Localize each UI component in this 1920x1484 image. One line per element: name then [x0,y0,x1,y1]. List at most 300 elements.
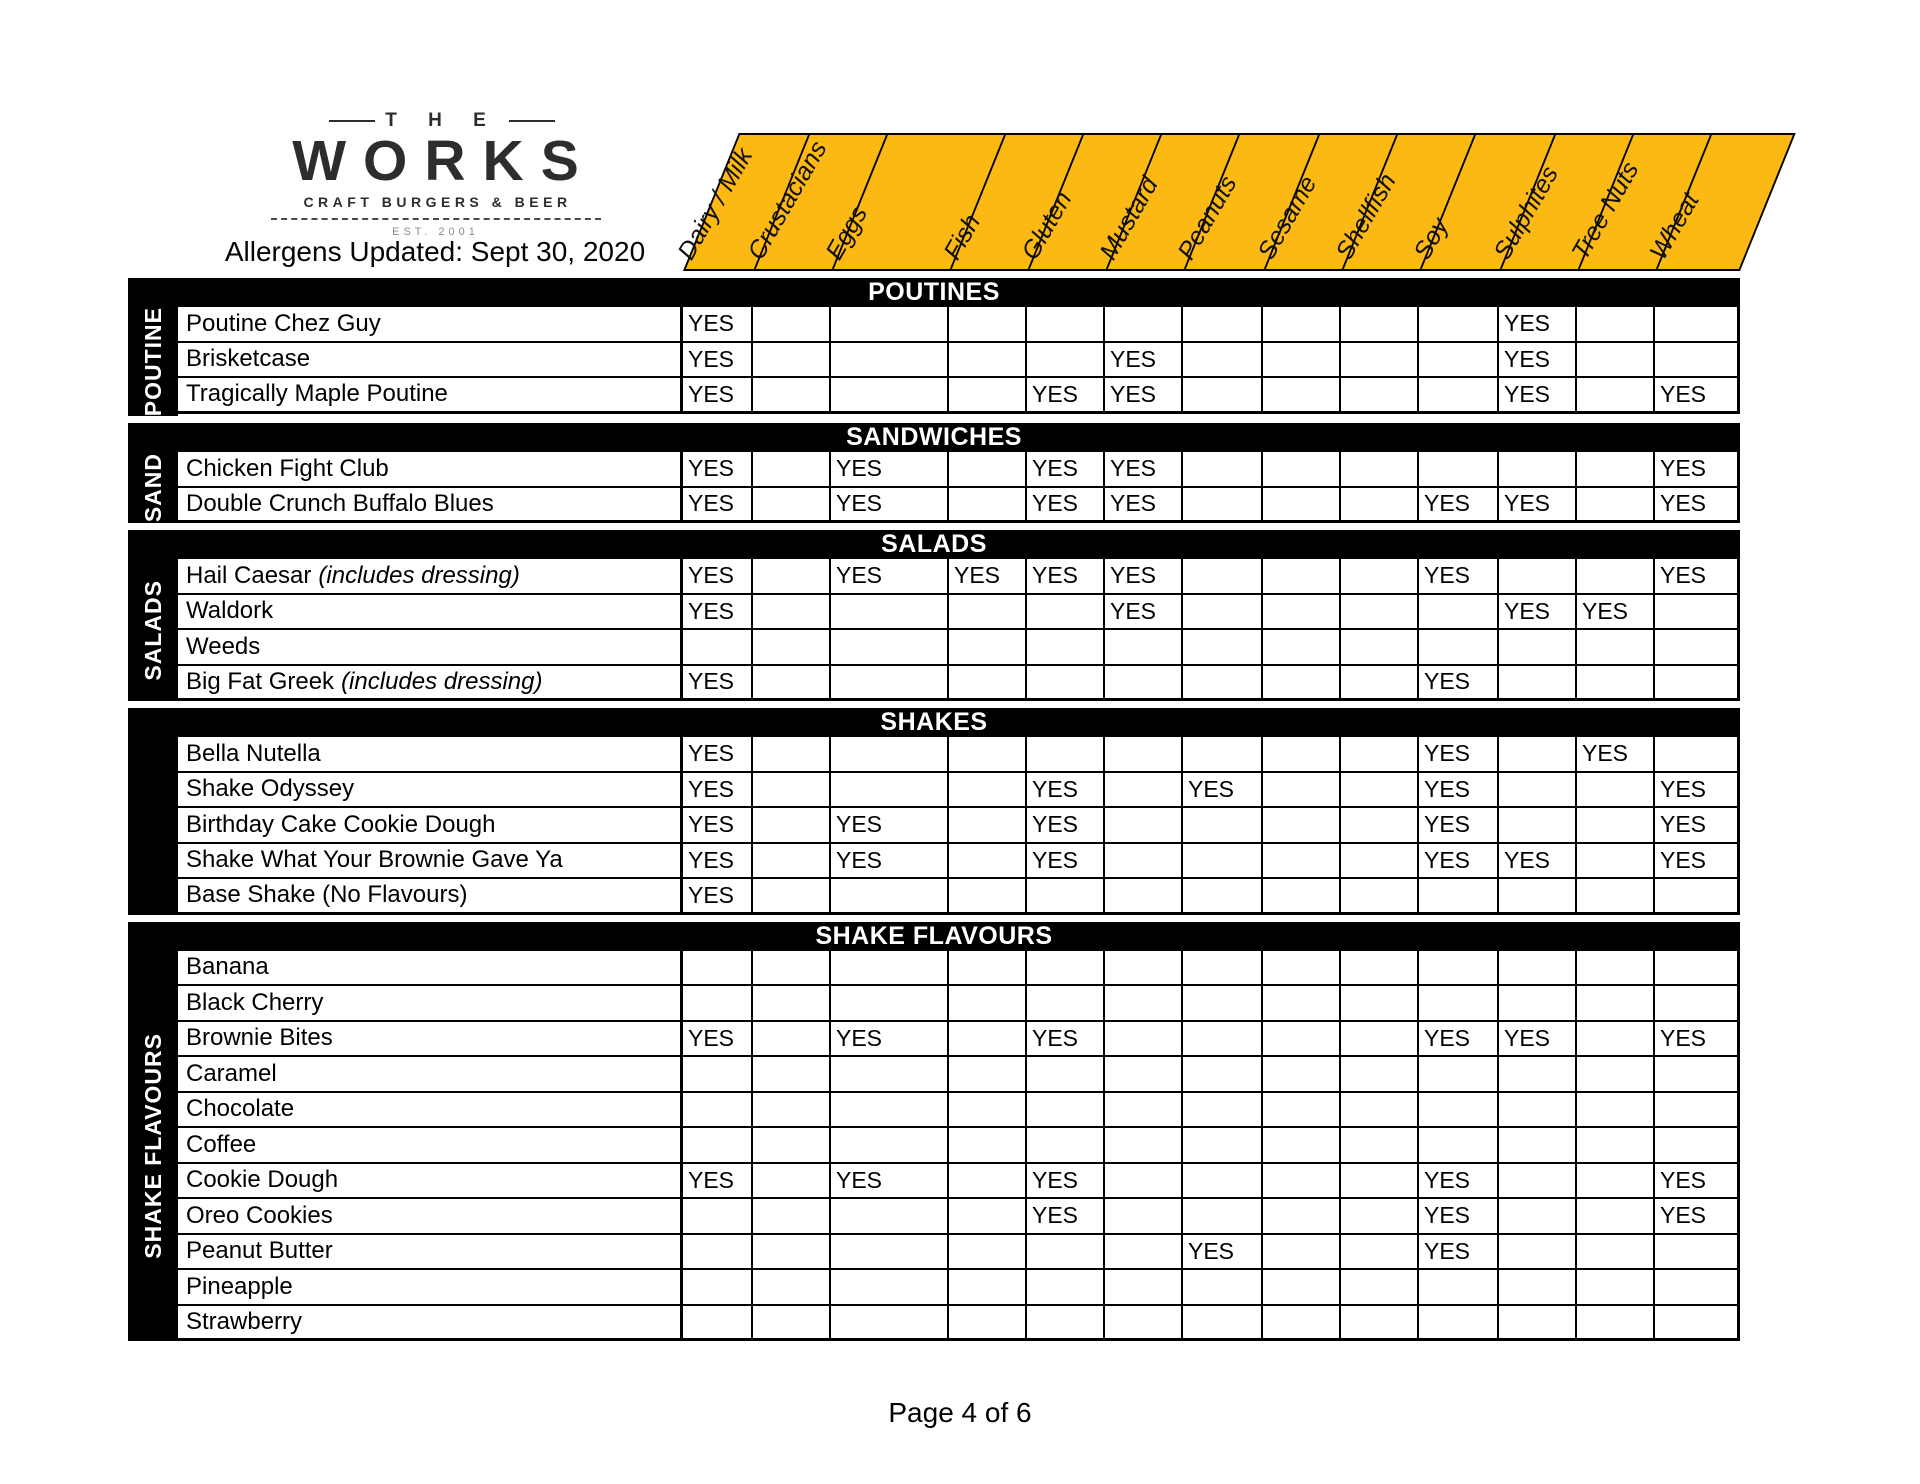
allergen-cell-shellfish [1341,1164,1419,1198]
allergen-cell-shellfish [1341,1128,1419,1162]
allergen-cell-wheat [1655,1270,1740,1304]
allergen-cell-eggs [831,1199,949,1233]
allergen-cell-mustard [1105,879,1183,912]
allergen-cell-crustacians [753,307,831,341]
allergen-cell-eggs: YES [831,559,949,593]
section-rows [178,737,1740,915]
allergen-cell-eggs [831,595,949,629]
allergen-cell-tree-nuts [1577,808,1655,842]
allergen-cell-sulphites: YES [1499,488,1577,521]
table-row-cookie-dough [178,1164,1740,1200]
section-rows [178,951,1740,1342]
brand-established: EST. 2001 [392,225,479,238]
allergen-cell-fish [949,1022,1027,1056]
item-name-cell [178,378,683,411]
allergen-cell-shellfish [1341,1199,1419,1233]
table-row-waldork [178,595,1740,631]
item-name-cell [178,1022,683,1056]
item-name: Big Fat Greek [186,667,335,695]
allergen-cell-wheat [1655,1235,1740,1269]
allergen-cell-wheat [1655,1128,1740,1162]
allergen-cell-mustard: YES [1105,378,1183,411]
allergen-cell-sesame [1263,559,1341,593]
allergen-header-label: Tree Nuts [1566,157,1645,265]
allergen-cell-eggs [831,1128,949,1162]
allergen-cell-soy: YES [1419,559,1499,593]
allergen-cell-eggs [831,666,949,699]
item-name-cell [178,879,683,912]
allergen-cell-eggs [831,1235,949,1269]
allergen-cell-sulphites [1499,1093,1577,1127]
allergen-cell-dairy-milk [683,1270,753,1304]
allergen-cell-wheat: YES [1655,773,1740,807]
allergen-cell-peanuts [1183,559,1263,593]
allergen-cell-peanuts [1183,808,1263,842]
allergen-cell-wheat [1655,879,1740,912]
allergen-cell-fish [949,986,1027,1020]
allergen-cell-tree-nuts [1577,773,1655,807]
item-name: Brisketcase [186,345,311,373]
allergen-cell-wheat [1655,951,1740,985]
section-poutines [128,278,1740,416]
allergen-cell-mustard [1105,1270,1183,1304]
allergen-cell-dairy-milk: YES [683,879,753,912]
allergen-cell-wheat [1655,307,1740,341]
item-name: Coffee [186,1130,257,1158]
allergen-cell-gluten: YES [1027,808,1105,842]
allergen-cell-mustard [1105,1057,1183,1091]
table-row-black-cherry [178,986,1740,1022]
allergen-cell-gluten [1027,666,1105,699]
allergen-cell-tree-nuts [1577,844,1655,878]
allergen-header-band [672,133,1796,271]
item-name-cell [178,559,683,593]
item-name-cell [178,1057,683,1091]
allergen-cell-tree-nuts [1577,1057,1655,1091]
allergen-cell-dairy-milk: YES [683,307,753,341]
allergen-cell-fish [949,1164,1027,1198]
allergen-cell-crustacians [753,879,831,912]
table-row-coffee [178,1128,1740,1164]
section-rows [178,307,1740,416]
allergen-cell-gluten [1027,951,1105,985]
item-name-cell [178,773,683,807]
allergen-cell-mustard: YES [1105,559,1183,593]
allergen-cell-fish [949,1057,1027,1091]
page-number: Page 4 of 6 [888,1397,1032,1428]
allergen-cell-peanuts [1183,1270,1263,1304]
allergen-cell-fish [949,1306,1027,1339]
allergen-cell-fish [949,452,1027,486]
allergen-cell-shellfish [1341,773,1419,807]
allergen-cell-fish [949,595,1027,629]
allergen-cell-sulphites: YES [1499,595,1577,629]
allergen-cell-sulphites: YES [1499,844,1577,878]
allergen-cell-sulphites [1499,1235,1577,1269]
table-row-base-shake-no-flavours [178,879,1740,915]
allergen-cell-sesame [1263,737,1341,771]
allergen-cell-shellfish [1341,951,1419,985]
allergen-cell-soy [1419,343,1499,377]
allergen-cell-soy [1419,595,1499,629]
allergen-cell-peanuts [1183,666,1263,699]
allergen-cell-tree-nuts [1577,1270,1655,1304]
allergen-cell-mustard [1105,844,1183,878]
allergen-cell-sesame [1263,1270,1341,1304]
section-side-label: SHAKE FLAVOURS [139,1033,166,1259]
table-row-poutine-chez-guy [178,307,1740,343]
allergen-cell-peanuts [1183,378,1263,411]
section-header-shake-flavours: SHAKE FLAVOURS [128,922,1740,951]
table-row-shake-odyssey [178,773,1740,809]
allergen-cell-sesame [1263,844,1341,878]
allergen-cell-sesame [1263,1199,1341,1233]
allergen-cell-mustard [1105,808,1183,842]
logo-right-dash [509,120,555,122]
allergen-cell-sulphites [1499,986,1577,1020]
allergen-cell-fish [949,630,1027,664]
allergen-cell-sesame [1263,630,1341,664]
allergen-cell-soy: YES [1419,1235,1499,1269]
item-name: Black Cherry [186,988,324,1016]
allergen-cell-tree-nuts [1577,879,1655,912]
allergen-cell-gluten: YES [1027,378,1105,411]
allergen-cell-peanuts: YES [1183,1235,1263,1269]
allergen-cell-mustard [1105,1128,1183,1162]
allergen-cell-peanuts [1183,1022,1263,1056]
brand-tagline: CRAFT BURGERS & BEER [303,193,572,210]
allergen-cell-shellfish [1341,595,1419,629]
item-name-cell [178,808,683,842]
item-name: Base Shake (No Flavours) [186,881,468,909]
allergen-cell-fish [949,737,1027,771]
item-name-cell [178,1128,683,1162]
allergen-cell-sesame [1263,343,1341,377]
allergen-cell-eggs [831,343,949,377]
item-name: Tragically Maple Poutine [186,380,448,408]
item-name: Banana [186,953,269,981]
allergen-cell-soy [1419,630,1499,664]
allergen-cell-gluten: YES [1027,844,1105,878]
item-name: Cookie Dough [186,1166,339,1194]
allergen-cell-mustard [1105,951,1183,985]
item-name: Oreo Cookies [186,1201,333,1229]
item-name-cell [178,630,683,664]
allergen-cell-sulphites [1499,808,1577,842]
allergen-cell-shellfish [1341,1057,1419,1091]
table-row-strawberry [178,1306,1740,1342]
allergen-cell-fish [949,307,1027,341]
allergen-cell-tree-nuts [1577,452,1655,486]
allergen-cell-gluten [1027,986,1105,1020]
allergen-cell-wheat [1655,595,1740,629]
item-name-note: (includes dressing) [341,667,543,695]
allergen-cell-fish [949,879,1027,912]
allergen-cell-sesame [1263,378,1341,411]
allergen-cell-peanuts [1183,452,1263,486]
allergen-cell-soy [1419,1057,1499,1091]
allergen-cell-shellfish [1341,630,1419,664]
allergen-cell-eggs [831,773,949,807]
allergen-cell-gluten: YES [1027,1199,1105,1233]
allergen-cell-crustacians [753,773,831,807]
allergen-cell-dairy-milk: YES [683,1022,753,1056]
allergen-cell-sesame [1263,595,1341,629]
allergen-cell-dairy-milk [683,1128,753,1162]
allergen-header-label: Sesame [1252,171,1323,265]
allergen-cell-peanuts [1183,595,1263,629]
allergen-cell-eggs [831,951,949,985]
allergen-cell-peanuts [1183,986,1263,1020]
section-rows [178,452,1740,523]
allergen-cell-crustacians [753,378,831,411]
allergen-cell-soy [1419,1093,1499,1127]
allergen-cell-wheat [1655,986,1740,1020]
allergen-cell-shellfish [1341,808,1419,842]
allergen-cell-wheat: YES [1655,1022,1740,1056]
allergen-cell-soy: YES [1419,1022,1499,1056]
allergen-cell-peanuts [1183,343,1263,377]
allergen-header-label: Sulphites [1488,161,1564,265]
allergen-cell-tree-nuts [1577,1128,1655,1162]
allergen-cell-shellfish [1341,1022,1419,1056]
allergen-cell-sesame [1263,1022,1341,1056]
allergen-cell-wheat [1655,1306,1740,1339]
allergen-cell-sulphites: YES [1499,307,1577,341]
table-row-banana [178,951,1740,987]
allergen-header-label: Fish [938,209,987,265]
allergen-cell-peanuts [1183,951,1263,985]
allergen-cell-gluten: YES [1027,488,1105,521]
allergen-cell-shellfish [1341,307,1419,341]
section-body [128,307,1740,416]
section-side-bar [128,307,178,416]
section-salads [128,530,1740,701]
allergen-cell-eggs: YES [831,1022,949,1056]
allergen-cell-dairy-milk: YES [683,595,753,629]
allergen-cell-soy: YES [1419,773,1499,807]
allergen-cell-peanuts [1183,307,1263,341]
allergen-cell-fish [949,488,1027,521]
allergen-cell-peanuts [1183,488,1263,521]
table-row-oreo-cookies [178,1199,1740,1235]
allergen-cell-wheat: YES [1655,559,1740,593]
allergen-cell-eggs [831,307,949,341]
allergen-cell-eggs [831,378,949,411]
allergen-cell-crustacians [753,559,831,593]
allergen-header-label: Gluten [1016,186,1078,265]
allergen-header-label: Soy [1408,213,1455,265]
allergen-cell-eggs [831,1306,949,1339]
section-header-sandwiches: SANDWICHES [128,423,1740,452]
allergen-cell-sulphites [1499,773,1577,807]
allergen-cell-sulphites [1499,630,1577,664]
allergen-cell-wheat [1655,737,1740,771]
allergen-cell-gluten [1027,307,1105,341]
allergen-cell-crustacians [753,630,831,664]
allergen-cell-shellfish [1341,559,1419,593]
allergen-header-label: Mustard [1094,172,1164,265]
allergen-header-label: Shellfish [1330,168,1402,265]
allergen-cell-eggs [831,1270,949,1304]
allergen-cell-sulphites [1499,666,1577,699]
allergen-cell-peanuts [1183,737,1263,771]
section-side-bar [128,951,178,1342]
allergen-cell-sesame [1263,1057,1341,1091]
section-rows [178,559,1740,701]
allergen-cell-eggs: YES [831,808,949,842]
table-row-hail-caesar [178,559,1740,595]
allergen-cell-sesame [1263,879,1341,912]
allergen-cell-soy [1419,378,1499,411]
item-name: Chicken Fight Club [186,454,389,482]
allergen-cell-fish [949,378,1027,411]
section-body [128,559,1740,701]
allergen-cell-sulphites [1499,559,1577,593]
allergen-cell-gluten [1027,1306,1105,1339]
allergen-cell-dairy-milk: YES [683,452,753,486]
allergen-header-label: Peanuts [1172,171,1243,265]
allergen-cell-shellfish [1341,844,1419,878]
allergen-cell-tree-nuts [1577,1022,1655,1056]
allergen-cell-shellfish [1341,343,1419,377]
allergen-cell-wheat: YES [1655,1199,1740,1233]
section-header-poutines: POUTINES [128,278,1740,307]
allergen-cell-soy: YES [1419,488,1499,521]
allergen-cell-wheat [1655,1093,1740,1127]
allergen-cell-mustard: YES [1105,343,1183,377]
allergen-cell-peanuts: YES [1183,773,1263,807]
allergen-cell-sulphites [1499,951,1577,985]
allergen-cell-dairy-milk: YES [683,378,753,411]
section-side-label: SALADS [139,579,166,681]
allergen-cell-soy: YES [1419,844,1499,878]
allergen-cell-sulphites [1499,452,1577,486]
allergen-cell-dairy-milk [683,1235,753,1269]
allergen-cell-tree-nuts [1577,378,1655,411]
allergen-cell-wheat: YES [1655,452,1740,486]
allergen-cell-shellfish [1341,737,1419,771]
item-name: Pineapple [186,1272,293,1300]
section-body [128,452,1740,523]
allergen-cell-dairy-milk: YES [683,773,753,807]
allergen-cell-mustard [1105,307,1183,341]
allergen-cell-mustard [1105,1093,1183,1127]
allergen-cell-gluten [1027,1128,1105,1162]
allergen-cell-gluten: YES [1027,559,1105,593]
allergen-cell-tree-nuts [1577,630,1655,664]
table-row-weeds [178,630,1740,666]
item-name-cell [178,1270,683,1304]
table-row-tragically-maple-poutine [178,378,1740,414]
allergen-cell-wheat: YES [1655,844,1740,878]
allergen-cell-shellfish [1341,378,1419,411]
allergen-cell-fish [949,773,1027,807]
allergen-cell-mustard: YES [1105,452,1183,486]
section-header-salads: SALADS [128,530,1740,559]
allergen-cell-shellfish [1341,1235,1419,1269]
allergen-cell-sulphites: YES [1499,378,1577,411]
allergen-cell-dairy-milk: YES [683,1164,753,1198]
item-name-cell [178,1093,683,1127]
brand-logo [248,110,623,238]
allergen-cell-mustard [1105,986,1183,1020]
item-name-cell [178,595,683,629]
allergen-cell-sesame [1263,986,1341,1020]
allergen-cell-crustacians [753,986,831,1020]
section-sandwiches [128,423,1740,523]
table-row-big-fat-greek [178,666,1740,702]
allergen-cell-sulphites [1499,1128,1577,1162]
allergen-cell-tree-nuts [1577,307,1655,341]
allergen-cell-dairy-milk [683,1057,753,1091]
allergen-cell-mustard [1105,1199,1183,1233]
allergen-header-label: Wheat [1644,187,1705,265]
allergen-cell-fish [949,951,1027,985]
allergen-cell-shellfish [1341,1270,1419,1304]
allergen-cell-wheat [1655,343,1740,377]
allergen-cell-gluten [1027,343,1105,377]
allergen-cell-tree-nuts: YES [1577,737,1655,771]
allergen-cell-sesame [1263,1235,1341,1269]
section-side-bar [128,559,178,701]
allergen-cell-peanuts [1183,1306,1263,1339]
item-name: Weeds [186,632,261,660]
allergen-cell-sulphites [1499,1270,1577,1304]
allergen-cell-sulphites [1499,1057,1577,1091]
allergen-cell-peanuts [1183,844,1263,878]
item-name-cell [178,986,683,1020]
allergen-cell-shellfish [1341,879,1419,912]
allergen-cell-fish [949,1128,1027,1162]
table-row-birthday-cake-cookie-dough [178,808,1740,844]
item-name-cell [178,1235,683,1269]
allergen-cell-soy [1419,1306,1499,1339]
section-side-bar [128,452,178,523]
allergen-cell-gluten [1027,1235,1105,1269]
allergen-cell-dairy-milk [683,1306,753,1339]
logo-divider [271,218,601,220]
allergen-cell-mustard [1105,737,1183,771]
allergen-cell-fish [949,343,1027,377]
item-name: Brownie Bites [186,1024,333,1052]
allergen-cell-gluten [1027,630,1105,664]
allergen-cell-dairy-milk: YES [683,343,753,377]
allergen-cell-fish [949,844,1027,878]
allergen-cell-soy [1419,452,1499,486]
allergen-cell-dairy-milk [683,630,753,664]
allergen-header-label: Crustacians [742,136,833,265]
item-name: Chocolate [186,1095,295,1123]
allergen-cell-eggs [831,879,949,912]
allergen-cell-dairy-milk [683,951,753,985]
allergen-cell-tree-nuts [1577,1093,1655,1127]
allergen-table [128,278,1740,1341]
allergen-cell-tree-nuts [1577,488,1655,521]
section-body [128,737,1740,915]
item-name-cell [178,1199,683,1233]
allergen-cell-crustacians [753,1164,831,1198]
allergen-cell-tree-nuts [1577,1235,1655,1269]
allergen-cell-tree-nuts [1577,1306,1655,1339]
logo-left-dash [329,120,375,122]
allergen-cell-shellfish [1341,666,1419,699]
item-name-cell [178,951,683,985]
item-name: Waldork [186,597,274,625]
allergen-cell-sesame [1263,1093,1341,1127]
allergen-cell-eggs: YES [831,844,949,878]
allergen-cell-crustacians [753,844,831,878]
